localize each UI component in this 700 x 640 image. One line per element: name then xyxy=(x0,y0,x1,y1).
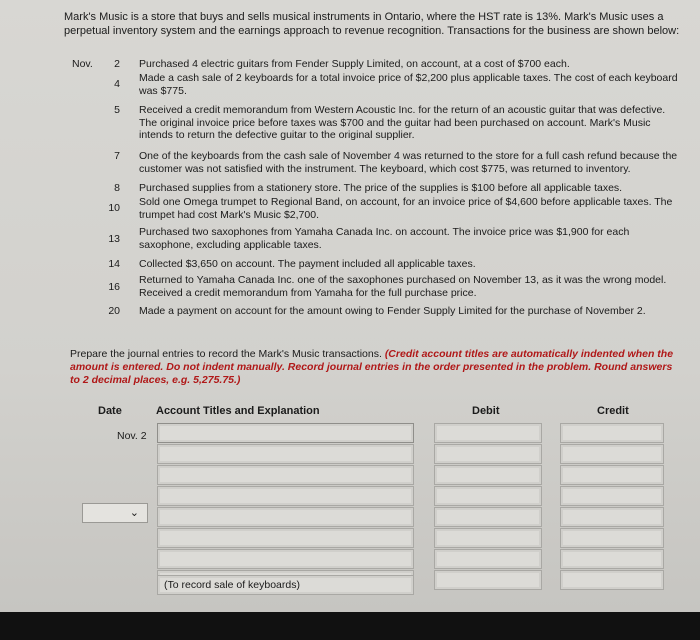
transaction-text: Returned to Yamaha Canada Inc. one of the saxophones purchased on November 13, as it was the wrong model. Received a credit memorandum from Yamaha for the full purchase price. xyxy=(139,274,667,299)
account-title-input[interactable] xyxy=(157,444,414,464)
transaction-day: 7 xyxy=(114,150,120,162)
credit-input[interactable] xyxy=(560,570,664,590)
account-title-input[interactable] xyxy=(157,423,414,443)
explanation-text: (To record sale of keyboards) xyxy=(164,579,300,591)
transaction-text: Collected $3,650 on account. The payment included all applicable taxes. xyxy=(139,258,476,270)
debit-input[interactable] xyxy=(434,570,542,590)
transaction-text: Received a credit memorandum from Western Acoustic Inc. for the return of an acoustic guitar that was defective. The original invoice price before taxes was $700 and the guitar had been purchased on account. Mark's Music intends to return the defective guitar to the original supplier. xyxy=(139,104,666,141)
entry-date-label: Nov. 2 xyxy=(117,430,147,442)
debit-input[interactable] xyxy=(434,528,542,548)
credit-input[interactable] xyxy=(560,549,664,569)
transaction-day: 10 xyxy=(108,202,120,214)
debit-input[interactable] xyxy=(434,549,542,569)
transaction-day: 2 xyxy=(114,58,120,70)
account-title-input[interactable] xyxy=(157,465,414,485)
credit-input[interactable] xyxy=(560,423,664,443)
credit-header: Credit xyxy=(597,405,629,417)
transaction-text: Made a payment on account for the amount owing to Fender Supply Limited for the purchase of November 2. xyxy=(139,305,646,317)
transaction-day: 14 xyxy=(108,258,120,270)
account-title-input[interactable] xyxy=(157,507,414,527)
debit-input[interactable] xyxy=(434,486,542,506)
bottom-bar xyxy=(0,612,700,640)
instructions-text: Prepare the journal entries to record the Mark's Music transactions. xyxy=(70,348,385,360)
account-title-input[interactable] xyxy=(157,486,414,506)
chevron-down-icon: ⌄ xyxy=(129,507,139,519)
transaction-day: 8 xyxy=(114,182,120,194)
credit-input[interactable] xyxy=(560,528,664,548)
month-label: Nov. xyxy=(72,58,93,70)
date-select[interactable] xyxy=(82,503,148,523)
transaction-text: One of the keyboards from the cash sale of November 4 was returned to the store for a full cash refund because the customer was not satisfied with the instrument. The keyboard, which cost $775, was returned to inventory. xyxy=(139,150,678,175)
date-header: Date xyxy=(98,405,122,417)
transaction-day: 20 xyxy=(108,305,120,317)
transaction-text: Sold one Omega trumpet to Regional Band, on account, for an invoice price of $4,600 before applicable taxes. The trumpet had cost Mark's Music $2,700. xyxy=(139,196,673,221)
transaction-text: Purchased 4 electric guitars from Fender Supply Limited, on account, at a cost of $700 each. xyxy=(139,58,570,70)
transaction-text: Purchased two saxophones from Yamaha Canada Inc. on account. The invoice price was $1,900 for each saxophone, excluding applicable taxes. xyxy=(139,226,630,251)
account-header: Account Titles and Explanation xyxy=(156,405,320,417)
credit-input[interactable] xyxy=(560,444,664,464)
transaction-text: Made a cash sale of 2 keyboards for a total invoice price of $2,200 plus applicable taxes. The cost of each keyboard was $775. xyxy=(139,72,678,97)
account-title-input[interactable] xyxy=(157,528,414,548)
transaction-day: 13 xyxy=(108,233,120,245)
instructions-note: (Credit account titles are automatically indented when the amount is entered. Do not indent manually. Record journal entries in the order presented in the problem. Round answers to 2 decimal places, e.g. 5,275.75.) xyxy=(70,348,674,386)
debit-input[interactable] xyxy=(434,423,542,443)
transaction-day: 4 xyxy=(114,78,120,90)
credit-input[interactable] xyxy=(560,486,664,506)
instructions xyxy=(70,348,685,387)
explanation-field[interactable] xyxy=(157,575,414,595)
debit-input[interactable] xyxy=(434,507,542,527)
debit-header: Debit xyxy=(472,405,500,417)
transaction-text: Purchased supplies from a stationery store. The price of the supplies is $100 before all applicable taxes. xyxy=(139,182,623,194)
credit-input[interactable] xyxy=(560,465,664,485)
credit-input[interactable] xyxy=(560,507,664,527)
problem-intro: Mark's Music is a store that buys and sells musical instruments in Ontario, where the HST rate is 13%. Mark's Music uses a perpetual inventory system and the earnings approach to revenue recognition. Transactions for the business are shown below: xyxy=(64,11,680,37)
account-title-input[interactable] xyxy=(157,549,414,569)
transaction-day: 16 xyxy=(108,281,120,293)
transaction-day: 5 xyxy=(114,104,120,116)
debit-input[interactable] xyxy=(434,465,542,485)
debit-input[interactable] xyxy=(434,444,542,464)
